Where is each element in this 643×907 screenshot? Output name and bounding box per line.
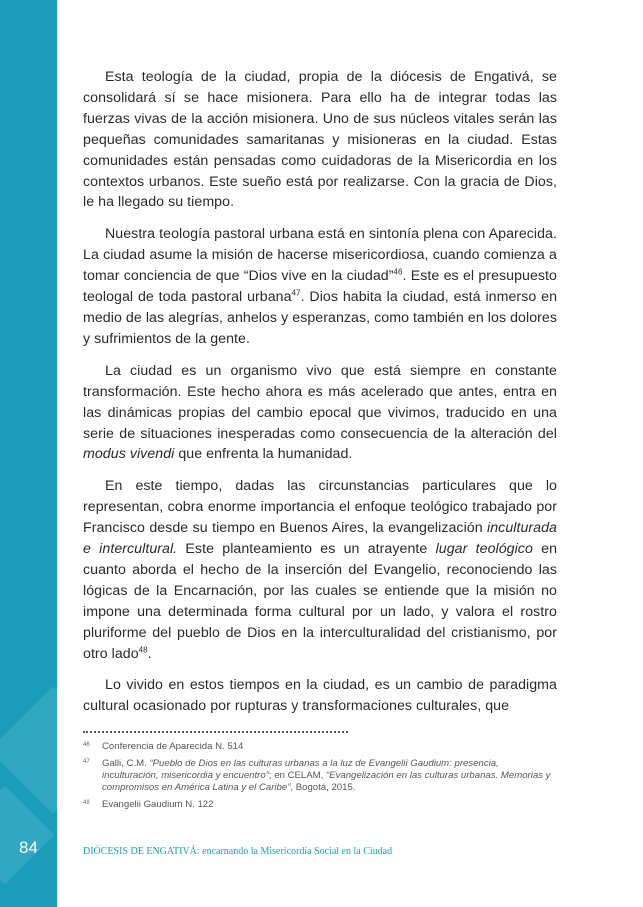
text-segment: “Pueblo de Dios en las culturas urbanas a la luz de Evangelii Gaudium: presencia, inculturación, misericordia y encuentro” — [102, 758, 499, 781]
text-segment: lugar teológico — [435, 541, 533, 558]
text-segment: modus vivendi — [83, 446, 175, 463]
paragraph — [83, 224, 557, 349]
text-segment: Conferencia de Aparecida N. 514 — [102, 741, 244, 752]
text-segment: En este tiempo, dadas las circunstancias particulares que lo representan, cobra enorme importancia el enfoque teológico trabajado por Francisco desde su tiempo en Buenos Aires, la evangelización — [83, 478, 557, 537]
text-segment: Este planteamiento es un atrayente — [177, 541, 436, 558]
footnote-reference: 48 — [138, 644, 148, 654]
text-segment: Esta teología de la ciudad, propia de la diócesis de Engativá, se consolidará sí se hace misionera. Para ello ha de integrar todas las fuerzas vivas de la acción misionera. Uno de sus núcleos vitales serán las pequeñas comunidades samaritanas y misioneras en la ciudad. Estas comunidades están pensadas como cuidadoras de la Misericordia en los contextos urbanos. Este sueño está por realizarse. Con la gracia de Dios, le ha llegado su tiempo. — [83, 69, 557, 211]
footnote-text — [102, 758, 557, 794]
page-number: 84 — [19, 838, 38, 857]
paragraph — [83, 675, 557, 717]
text-segment: . Este es el presupuesto teologal de toda pastoral urbana — [83, 268, 557, 306]
footnote — [83, 758, 557, 794]
footnote-reference: 46 — [393, 267, 403, 277]
paragraph — [83, 67, 557, 213]
footnotes — [83, 741, 557, 816]
body-text — [83, 67, 557, 728]
footnote-number: 47 — [83, 759, 90, 765]
text-segment: . Dios habita la ciudad, está inmerso en medio de las alegrías, anhelos y esperanzas, como también en los dolores y sufrimientos de la gente. — [83, 289, 558, 347]
paragraph — [83, 476, 557, 664]
text-segment: ; en CELAM, — [268, 770, 326, 781]
footnote-separator — [83, 731, 348, 737]
footnote-reference: 47 — [291, 288, 301, 298]
text-segment: Nuestra teología pastoral urbana está en sintonía plena con Aparecida. La ciudad asume la misión de hacerse misericordiosa, cuando comienza a tomar conciencia de que “Dios vive en la ciudad” — [83, 226, 557, 285]
footnote-text — [102, 741, 557, 753]
text-segment: , Bogotá, 2015. — [290, 782, 356, 793]
running-footer-title: DIÓCESIS DE ENGATIVÁ: encarnando la Misericordia Social en la Ciudad — [83, 846, 393, 857]
footnote-number: 48 — [83, 800, 90, 806]
text-segment: Evangelii Gaudium N. 122 — [102, 799, 214, 810]
text-segment: en cuanto aborda el hecho de la inserción del Evangelio, reconociendo las lógicas de la Encarnación, por las cuales se entiende que la misión no impone una determinada forma cultural por un lado, y valora el rostro pluriforme del pueblo de Dios en la interculturalidad del cristianismo, por otro lado — [83, 541, 558, 662]
footnote — [83, 741, 557, 753]
text-segment: “Evangelización en las culturas urbanas. Memorias y compromisos en América Latina y el Caribe” — [102, 770, 551, 793]
text-segment: Galli, C.M. — [102, 758, 150, 769]
text-segment: . — [147, 645, 152, 662]
paragraph — [83, 361, 557, 466]
text-segment: inculturada e intercultural. — [83, 520, 557, 558]
footnote — [83, 799, 557, 811]
footnote-text — [102, 799, 557, 811]
text-segment: La ciudad es un organismo vivo que está siempre en constante transformación. Este hecho ahora es más acelerado que antes, entra en las dinámicas propias del cambio epocal que vivimos, traducido en una serie de situaciones inesperadas como consecuencia de la alteración del — [83, 362, 557, 442]
text-segment: Lo vivido en estos tiempos en la ciudad, es un cambio de paradigma cultural ocasionado por rupturas y transformaciones culturales, que — [83, 677, 557, 715]
footnote-number: 46 — [83, 742, 90, 748]
text-segment: que enfrenta la humanidad. — [174, 446, 353, 463]
